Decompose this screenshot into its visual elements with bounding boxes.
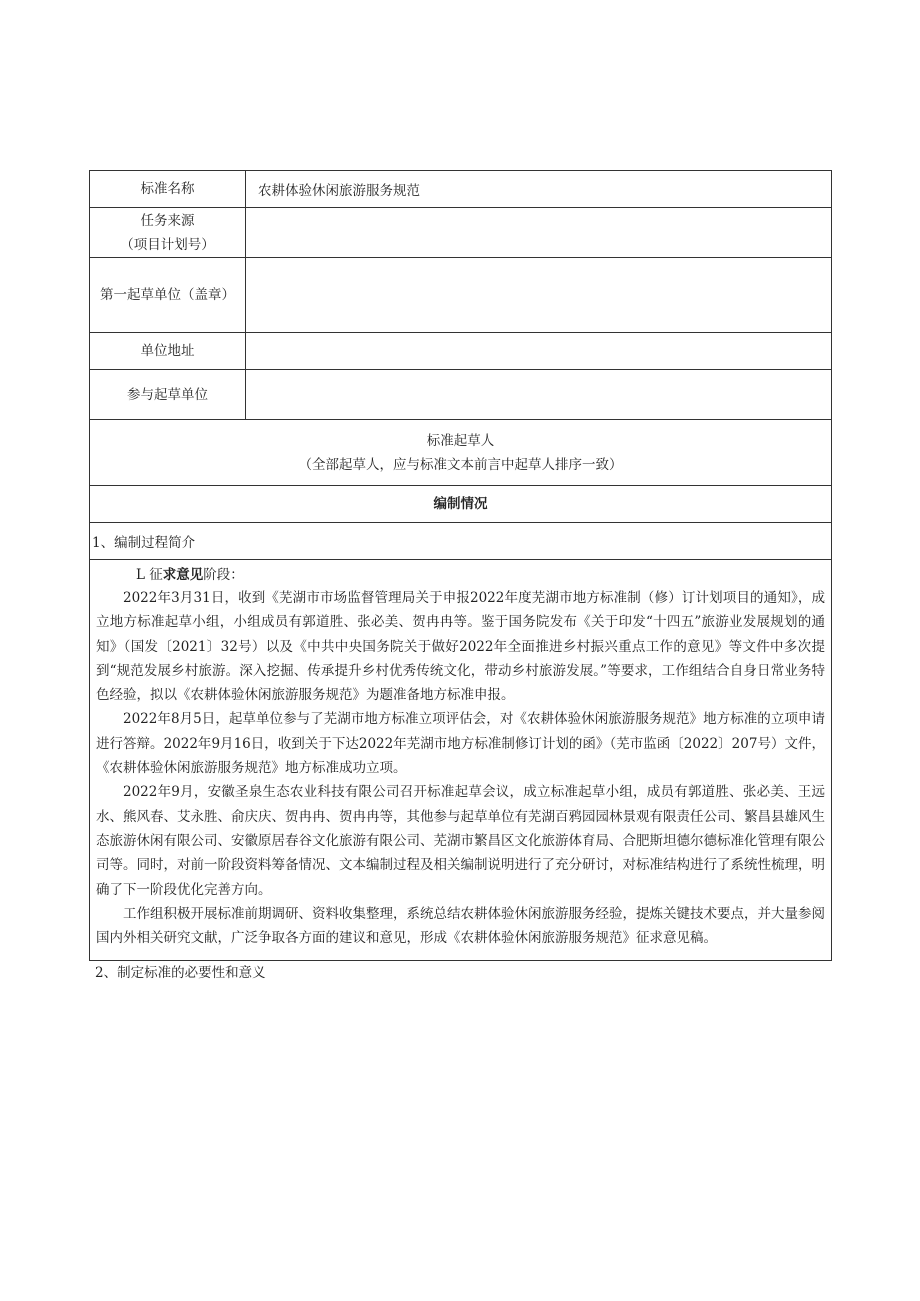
row-address (90, 333, 832, 370)
row-process-body (90, 560, 832, 961)
section1-title: 1、编制过程简介 (90, 523, 832, 560)
compilation-title: 编制情况 (90, 486, 832, 523)
task-source-value (246, 208, 832, 258)
paragraph: 工作组积极开展标准前期调研、资料收集整理，系统总结农耕体验休闲旅游服务经验，提炼关键技术要点，并大量参阅国内外相关研究文献，广泛争取各方面的建议和意见，形成《农耕体验休闲旅游服务规范》征求意见稿。 (96, 905, 825, 947)
paragraph: 2022年8月5日，起草单位参与了芜湖市地方标准立项评估会，对《农耕体验休闲旅游服务规范》地方标准的立项申请进行答辩。2022年9月16日，收到关于下达2022年芜湖市地方标准制修订计划的函》（芜市监函〔2022〕207号）文件，《农耕体验休闲旅游服务规范》地方标准成功立项。 (96, 711, 825, 777)
first-drafter-label: 第一起草单位（盖章） (90, 258, 246, 333)
task-source-label-cell (90, 208, 246, 258)
stage-mid: 征 (149, 567, 163, 583)
first-drafter-value (246, 258, 832, 333)
stage-prefix: L (136, 567, 145, 583)
row-participants (90, 370, 832, 420)
address-value (246, 333, 832, 370)
address-label: 单位地址 (90, 333, 246, 370)
stage-bold: 求意见 (162, 567, 204, 583)
standard-name-value: 农耕体验休闲旅游服务规范 (246, 171, 832, 208)
row-standard-name (90, 171, 832, 208)
section2-title: 2、制定标准的必要性和意义 (95, 965, 266, 981)
stage-heading (96, 564, 825, 586)
stage-suffix: 阶段： (203, 567, 244, 583)
row-compilation (90, 486, 832, 523)
row-drafters (90, 420, 832, 486)
drafters-title: 标准起草人 (426, 432, 495, 449)
row-task-source (90, 208, 832, 258)
row-first-drafter (90, 258, 832, 333)
process-body (90, 560, 832, 961)
row-section1 (90, 523, 832, 560)
paragraph: 2022年9月，安徽圣泉生态农业科技有限公司召开标准起草会议，成立标准起草小组，成员有郭道胜、张必美、王远水、熊风春、艾永胜、俞庆庆、贺冉冉、贺冉冉等，其他参与起草单位有芜湖百鸦园园林景观有限责任公司、繁昌县雄风生态旅游休闲有限公司、安徽原居春谷文化旅游有限公司、芜湖市繁昌区文化旅游体育局、合肥斯坦德尔德标准化管理有限公司等。同时，对前一阶段资料筹备情况、文本编制过程及相关编制说明进行了充分研讨，对标准结构进行了系统性梳理，明确了下一阶段优化完善方向。 (96, 784, 825, 898)
paragraph: 2022年3月31日，收到《芜湖市市场监督管理局关于申报2022年度芜湖市地方标准制（修）订计划项目的通知》，成立地方标准起草小组，小组成员有郭道胜、张必美、贺冉冉等。鉴于国务院发布《关于印发“十四五”旅游业发展规划的通知》（国发〔2021〕32号）以及《中共中央国务院关于做好2022年全面推进乡村振兴重点工作的意见》等文件中多次提到“规范发展乡村旅游。深入挖掘、传承提升乡村优秀传统文化，带动乡村旅游发展。”等要求，工作组结合自身日常业务特色经验，拟以《农耕体验休闲旅游服务规范》为题准备地方标准申报。 (96, 590, 825, 704)
standard-info-form (89, 170, 832, 961)
participants-value (246, 370, 832, 420)
standard-name-label: 标准名称 (90, 171, 246, 208)
drafters-note: （全部起草人，应与标准文本前言中起草人排序一致） (298, 456, 623, 473)
participants-label: 参与起草单位 (90, 370, 246, 420)
task-source-label: 任务来源 (140, 212, 195, 229)
drafters-cell (90, 420, 832, 486)
task-source-sublabel: （项目计划号） (120, 236, 215, 253)
